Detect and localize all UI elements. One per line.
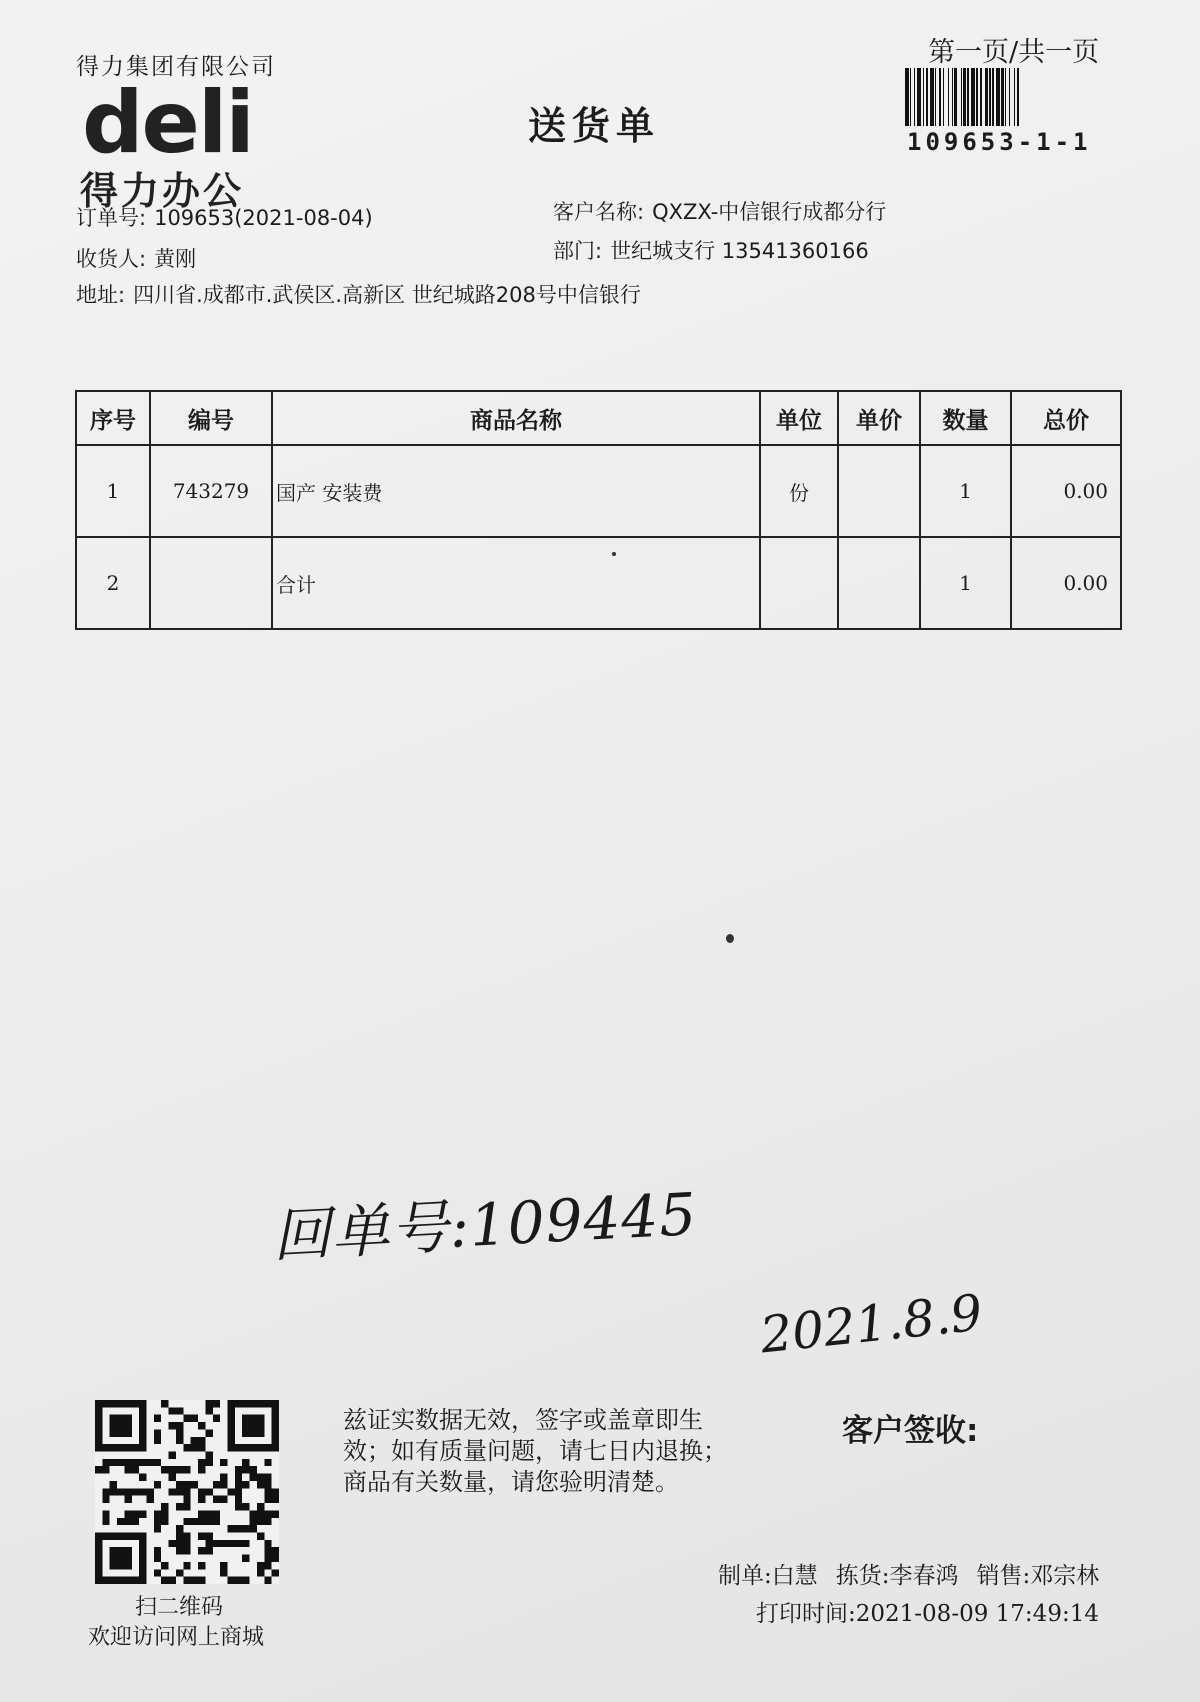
table-row xyxy=(76,445,1121,537)
barcode-bar xyxy=(1017,68,1020,126)
header-total: 总价 xyxy=(1011,391,1121,445)
cell-code xyxy=(150,537,272,629)
cell-product-name: 合计 xyxy=(272,537,760,629)
maker: 制单:白慧 xyxy=(718,1563,818,1589)
receiver-field xyxy=(76,243,196,273)
customer-label: 客户名称: xyxy=(553,200,645,224)
cell-unit: 份 xyxy=(760,445,838,537)
customer-field xyxy=(553,196,886,226)
address-value: 四川省.成都市.武侯区.高新区 世纪城路208号中信银行 xyxy=(133,283,641,307)
customer-signature-label: 客户签收: xyxy=(842,1413,979,1449)
header-code: 编号 xyxy=(150,391,272,445)
paper-speck xyxy=(612,552,616,556)
document-title: 送货单 xyxy=(528,104,661,148)
cell-unit xyxy=(760,537,838,629)
address-field xyxy=(76,279,641,309)
cell-seq: 1 xyxy=(76,445,150,537)
qr-code xyxy=(95,1400,279,1584)
print-time: 打印时间:2021-08-09 17:49:14 xyxy=(756,1601,1099,1627)
cell-seq: 2 xyxy=(76,537,150,629)
order-number-label: 订单号: xyxy=(76,206,147,230)
department-field xyxy=(553,235,869,265)
cell-quantity: 1 xyxy=(920,537,1011,629)
notice-text: 兹证实数据无效，签字或盖章即生效；如有质量问题，请七日内退换；商品有关数量，请您验明清楚。 xyxy=(343,1406,727,1496)
handwritten-return-number: 回单号:109445 xyxy=(270,1179,699,1271)
department-label: 部门: xyxy=(553,239,603,263)
header-unit: 单位 xyxy=(760,391,838,445)
address-label: 地址: xyxy=(76,283,126,307)
cell-code: 743279 xyxy=(150,445,272,537)
barcode xyxy=(905,68,1123,126)
logo-subtitle: 得力办公 xyxy=(80,169,245,213)
receiver-label: 收货人: xyxy=(76,247,147,271)
picker: 拣货:李春鸿 xyxy=(835,1563,959,1589)
header-unit-price: 单价 xyxy=(838,391,920,445)
barcode-number: 109653-1-1 xyxy=(907,128,1092,156)
paper-speck xyxy=(726,934,734,943)
order-number-field xyxy=(76,202,373,232)
header-product-name: 商品名称 xyxy=(272,391,760,445)
receiver-value: 黄刚 xyxy=(154,247,197,271)
department-value: 世纪城支行 13541360166 xyxy=(610,239,869,263)
deli-logo: deli xyxy=(82,73,253,173)
header-quantity: 数量 xyxy=(920,391,1011,445)
table-row xyxy=(76,537,1121,629)
cell-quantity: 1 xyxy=(920,445,1011,537)
qr-caption-mall: 欢迎访问网上商城 xyxy=(88,1625,265,1650)
items-table xyxy=(75,390,1122,630)
handwritten-date: 2021.8.9 xyxy=(757,1283,986,1365)
table-header-row xyxy=(76,391,1121,445)
sales: 销售:邓宗林 xyxy=(976,1563,1100,1589)
company-name: 得力集团有限公司 xyxy=(76,54,276,80)
customer-value: QXZX-中信银行成都分行 xyxy=(652,200,887,224)
cell-unit-price xyxy=(838,445,920,537)
cell-unit-price xyxy=(838,537,920,629)
page-info: 第一页/共一页 xyxy=(928,37,1100,68)
order-number-value: 109653(2021-08-04) xyxy=(154,206,373,230)
qr-caption: 扫二维码 xyxy=(135,1595,224,1620)
cell-total: 0.00 xyxy=(1011,445,1121,537)
header-seq: 序号 xyxy=(76,391,150,445)
cell-total: 0.00 xyxy=(1011,537,1121,629)
staff-line xyxy=(718,1557,1117,1590)
cell-product-name: 国产 安装费 xyxy=(272,445,760,537)
